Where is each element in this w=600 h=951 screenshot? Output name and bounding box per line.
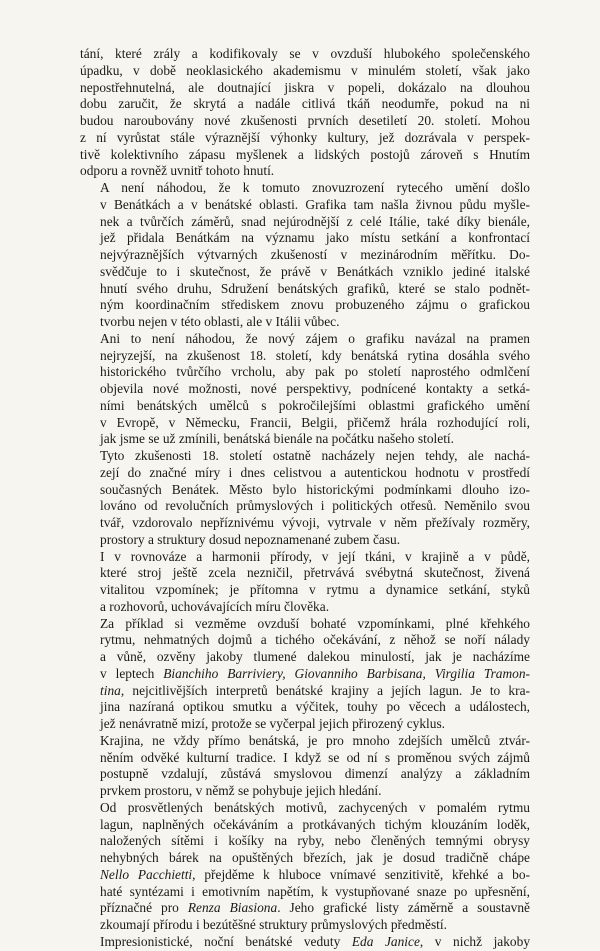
text-line: haté syntézami i emotivním napětím, k vystupňované snaze po upřesnění, [100,883,530,899]
text-line: současných Benátek. Město bylo historickými podmínkami dlouho izo- [100,481,530,497]
text-line: I v rovnováze a harmonii přírody, v její tkáni, v krajině a v půdě, [100,548,530,564]
text-line: prostory a struktury dosud nepoznamenané zubem času. [100,531,401,547]
artist-name: Renza Biasiona [187,900,278,916]
text-line: budou naroubovány nové zkušenosti prvních desetiletí 20. století. Mohou [80,113,530,128]
text-line: jež nenávratně mizí, protože se vyčerpal jejich přirozený cyklus. [100,716,446,731]
text-line: Nello Pacchietti, přejděme k hluboce vnímavé senzitivitě, křehké a bo- [100,866,530,882]
text-line: ným koordinačním střediskem znovu probuzeného zájmu o grafickou [100,297,530,313]
text-line: které stroj ještě zcela nezničil, přetrvává svébytná skutečnost, živená [100,565,530,581]
text-line: zejí do značné míry i dnes celistvou a autentickou hodnotu v prostředí [100,464,530,480]
paragraph [80,800,530,934]
paragraph [80,934,530,951]
text-line: lováno od revolučních průmyslových i politických otřesů. Neměnilo svou [100,498,530,514]
text-line: tvář, vzdorovalo nepříznivému vývoji, vytrvale v něm přežívaly rozměry, [100,515,530,530]
text-line: ními benátských umělců s pokročilejšími oblastmi grafického umění [100,397,530,413]
text-line: zkoumají přírodu i bezútěšné struktury průmyslových předměstí. [100,917,447,932]
text-line: tání, které zrály a kodifikovaly se v ovzduší hlubokého společenského [80,46,530,61]
text-line: jež přidala Benátkám na významu jako místu setkání a konfrontací [100,230,530,246]
text-line: Krajina, ne vždy přímo benátská, je pro mnoho zdejších umělců ztvár- [100,732,530,748]
text-line: z ní vyrůstat stále výraznější výhonky kultury, jež dozrávala v perspek- [80,129,530,145]
text-line: svědčuje to i skutečnost, že právě v Benátkách vzniklo jediné italské [100,263,530,279]
text-line: odporu a rovněž uvnitř tohoto hnutí. [80,163,275,179]
text-line: nehybných bárek na opuštěných březích, jak je dosud tradičně chápe [100,850,530,865]
text-line: lagun, naplněných očekáváním a protkávaných tichým klouzáním loděk, [100,816,530,832]
text-line: hnutí svého druhu, Sdružení benátských grafiků, které se stalo podnět- [100,280,530,296]
text-line: tina, nejcitlivějších interpretů benátské krajiny a jejích lagun. Je to kra- [100,682,530,698]
text-line: vitalitou vzpomínek; je přítomna v rytmu a dynamice setkání, styků [100,582,530,597]
artist-name: Nello Pacchietti [100,866,193,882]
text-line: něním odvěké kulturní tradice. I když se od ní s proměnou svých zájmů [100,749,530,765]
text-line: jina nazíraná optikou smutku a výčitek, touhy po věcech a událostech, [100,699,530,715]
text-line: jak jsme se už zmínili, benátská bienále na počátku našeho století. [100,431,455,447]
body-text [80,46,530,951]
text-line: a rozhovorů, uchovávajících míru člověka. [100,598,330,614]
paragraph [80,616,530,733]
text-line: nek a tvůrčích záměrů, snad nejúrodnější z celé Itálie, také díky bienále, [100,213,530,229]
text-line: Impresionistické, noční benátské veduty Eda Janice, v nichž jakoby [100,933,531,949]
text-line: Za příklad si vezměme ovzduší bohaté vzpomínkami, plné křehkého [100,615,530,631]
text-line: rytmu, nehmatných dojmů a tichého očekávání, z něhož se noří nálady [100,632,530,648]
text-line: v leptech Bianchiho Barriviery, Giovanniho Barbisana, Virgilia Tramon- [100,665,531,681]
paragraph [80,733,530,800]
paragraph [80,180,530,331]
text-line: nepostřehnutelná, ale doutnající jiskra v popeli, dokázalo na dlouhou [80,79,530,95]
artist-name: Bianchiho Barriviery, Giovanniho Barbisana, Virgilia Tramon- [163,665,531,681]
text-line: historického tvůrčího vrcholu, aby pak po století naprostého odmlčení [100,364,530,380]
text-line: prvkem prostoru, v němž se pohybuje jejich hledání. [100,783,382,798]
paragraph [80,549,530,616]
text-line: a vůně, ozvěny jakoby tlumené dalekou minulostí, jak je nacházíme [100,649,530,664]
text-line: nejvýraznějších výtvarných zkušeností v mezinárodním měřítku. Do- [100,247,530,262]
text-line: objevila nové možnosti, nové perspektivy, podnícené kontakty a setká- [100,381,530,396]
text-line: naložených sítěmi i košíky na ryby, nebo členěných temnými obrysy [100,833,530,849]
text-line: Ani to není náhodou, že nový zájem o grafiku navázal na pramen [100,330,530,346]
text-line: v Benátkách a v benátské oblasti. Grafika tam našla živnou půdu myšle- [100,196,530,212]
paragraph [80,448,530,549]
text-line: postupně vzdalují, zůstává smyslovou dimenzí analýzy a základním [100,766,530,782]
text-line: tvorbu nejen v této oblasti, ale v Itálii vůbec. [100,314,340,329]
text-line: dobu zaručit, že skrytá a nadále citlivá tkáň neodumře, pokud na ni [80,96,530,112]
paragraph [80,46,530,180]
paragraph [80,331,530,448]
text-line: nejryzejší, na zkušenost 18. století, kdy benátská rytina dosáhla svého [100,347,530,363]
text-line: úpadku, v době neoklasického akademismu v minulém století, však jako [80,62,530,78]
text-line: v Evropě, v Německu, Francii, Belgii, přičemž hrála rozhodující roli, [100,414,530,430]
text-line: A není náhodou, že k tomuto znovuzrození rytecého umění došlo [100,180,530,195]
text-line: tivě kolektivního zápasu myšlenek a lidských postojů zároveň s Hnutím [80,146,530,162]
text-line: Od prosvětlených benátských motivů, zachycených v pomalém rytmu [100,799,530,815]
artist-name: Eda Janice [351,933,420,949]
artist-name: tina [100,682,121,698]
text-line: příznačné pro Renza Biasiona. Jeho grafické listy záměrně a soustavně [100,900,530,916]
text-line: Tyto zkušenosti 18. století ostatně nacházely nejen tehdy, ale nachá- [100,448,530,463]
